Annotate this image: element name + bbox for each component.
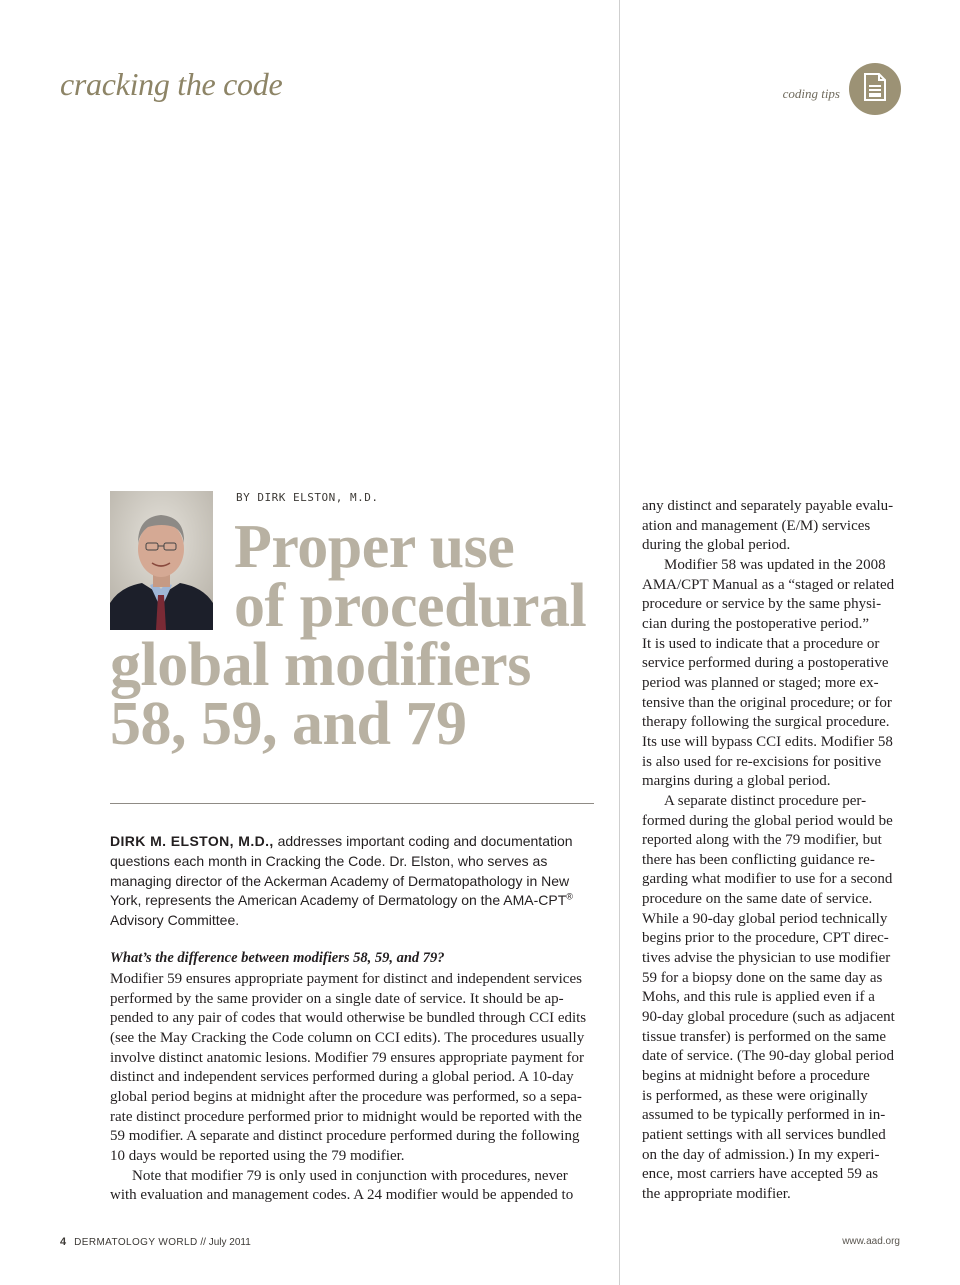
body-line: AMA/CPT Manual as a “staged or related	[642, 576, 895, 593]
body-line: (see the May Cracking the Code column on CCI edits). The procedures usually	[110, 1029, 585, 1046]
headline-line: global modifiers	[110, 631, 531, 699]
registered-mark: ®	[566, 891, 573, 902]
body-line: formed during the global period would be	[642, 812, 893, 829]
intro-text: managing director of the Ackerman Academy of Dermatopathology in New	[110, 872, 570, 889]
body-line: A separate distinct procedure per-	[664, 792, 867, 809]
body-line: any distinct and separately payable evalu-	[642, 498, 894, 514]
body-line: procedure on the same date of service.	[642, 891, 873, 908]
body-line: there has been conflicting guidance re-	[642, 851, 875, 868]
body-line: the appropriate modifier.	[642, 1185, 791, 1202]
issue-date: July 2011	[208, 1237, 251, 1248]
section-title: cracking the code	[60, 66, 283, 102]
body-line: 10 days would be reported using the 79 modifier.	[110, 1147, 405, 1164]
coding-tips-label: coding tips	[782, 86, 840, 101]
author-name: DIRK M. ELSTON, M.D.,	[110, 833, 274, 849]
body-line: begins prior to the procedure, CPT direc-	[642, 930, 889, 947]
magazine-name: DERMATOLOGY WORLD	[74, 1237, 198, 1248]
document-icon	[862, 72, 888, 106]
body-right-column	[642, 497, 904, 1205]
body-line: is also used for re-excisions for positive	[642, 753, 882, 770]
author-intro	[110, 832, 590, 931]
body-line: with evaluation and management codes. A 24 modifier would be appended to	[110, 1187, 574, 1204]
footer-separator: //	[200, 1237, 206, 1248]
intro-text: addresses important coding and documentation	[273, 833, 573, 849]
body-line: procedure or service by the same physi-	[642, 596, 882, 613]
body-line: tives advise the physician to use modifier	[642, 950, 891, 967]
body-line: tissue transfer) is performed on the same	[642, 1028, 887, 1045]
body-line: is performed, as these were originally	[642, 1087, 868, 1104]
intro-text: Advisory Committee.	[110, 912, 240, 929]
headline-line: Proper use	[234, 513, 515, 581]
body-line: cian during the postoperative period.”	[642, 615, 870, 632]
body-line: While a 90-day global period technically	[642, 910, 888, 927]
body-line: garding what modifier to use for a second	[642, 871, 893, 888]
body-line: pended to any pair of codes that would otherwise be bundled through CCI edits	[110, 1010, 587, 1027]
headline-line: of procedural	[234, 572, 587, 640]
body-line: 90-day global procedure (such as adjacent	[642, 1009, 895, 1026]
body-line: Modifier 58 was updated in the 2008	[664, 556, 886, 573]
body-line: begins at midnight before a procedure	[642, 1068, 870, 1085]
body-line: date of service. (The 90-day global period	[642, 1048, 894, 1065]
body-line: assumed to be typically performed in in-	[642, 1107, 886, 1124]
body-line: Mohs, and this rule is applied even if a	[642, 989, 875, 1006]
footer-url: www.aad.org	[842, 1236, 900, 1247]
body-line: Its use will bypass CCI edits. Modifier 58	[642, 733, 893, 750]
intro-text: questions each month in Cracking the Code. Dr. Elston, who serves as	[110, 852, 548, 869]
body-left-column	[110, 970, 592, 1206]
body-line: Modifier 59 ensures appropriate payment for distinct and independent services	[110, 971, 582, 987]
body-line: distinct and independent services performed during a global period. A 10-day	[110, 1069, 574, 1086]
headline-line: 58, 59, and 79	[110, 690, 467, 758]
body-line: ation and management (E/M) services	[642, 517, 871, 534]
body-line: involve distinct anatomic lesions. Modifier 79 ensures appropriate payment for	[110, 1049, 585, 1066]
footer-folio	[60, 1236, 251, 1248]
body-line: patient settings with all services bundled	[642, 1127, 886, 1143]
question-heading: What’s the difference between modifiers 58, 59, and 79?	[110, 950, 445, 966]
horizontal-rule	[110, 803, 594, 804]
body-line: global period begins at midnight after the procedure was performed, so a sepa-	[110, 1088, 582, 1105]
page-number: 4	[60, 1236, 67, 1248]
body-line: period was planned or staged; more ex-	[642, 674, 879, 691]
body-line: 59 modifier. A separate and distinct procedure performed during the following	[110, 1128, 580, 1145]
body-line: Note that modifier 79 is only used in conjunction with procedures, never	[132, 1167, 568, 1184]
body-line: It is used to indicate that a procedure or	[642, 635, 880, 652]
body-line: therapy following the surgical procedure.	[642, 714, 890, 731]
body-line: margins during a global period.	[642, 773, 831, 790]
body-line: on the day of admission.) In my experi-	[642, 1146, 880, 1163]
body-line: ence, most carriers have accepted 59 as	[642, 1166, 879, 1183]
column-divider	[619, 0, 620, 1285]
intro-text: York, represents the American Academy of Dermatology on the AMA-CPT	[110, 892, 567, 909]
body-line: rate distinct procedure performed prior to midnight would be reported with the	[110, 1108, 582, 1125]
body-line: reported along with the 79 modifier, but	[642, 832, 882, 849]
body-line: 59 for a biopsy done on the same day as	[642, 969, 883, 986]
article-headline	[110, 513, 610, 758]
body-line: performed by the same provider on a single date of service. It should be ap-	[110, 990, 564, 1007]
byline: BY DIRK ELSTON, M.D.	[236, 491, 379, 504]
coding-tips-badge	[849, 63, 901, 115]
body-line: tensive than the original procedure; or for	[642, 694, 892, 711]
body-line: during the global period.	[642, 537, 791, 554]
body-line: service performed during a postoperative	[642, 655, 889, 672]
